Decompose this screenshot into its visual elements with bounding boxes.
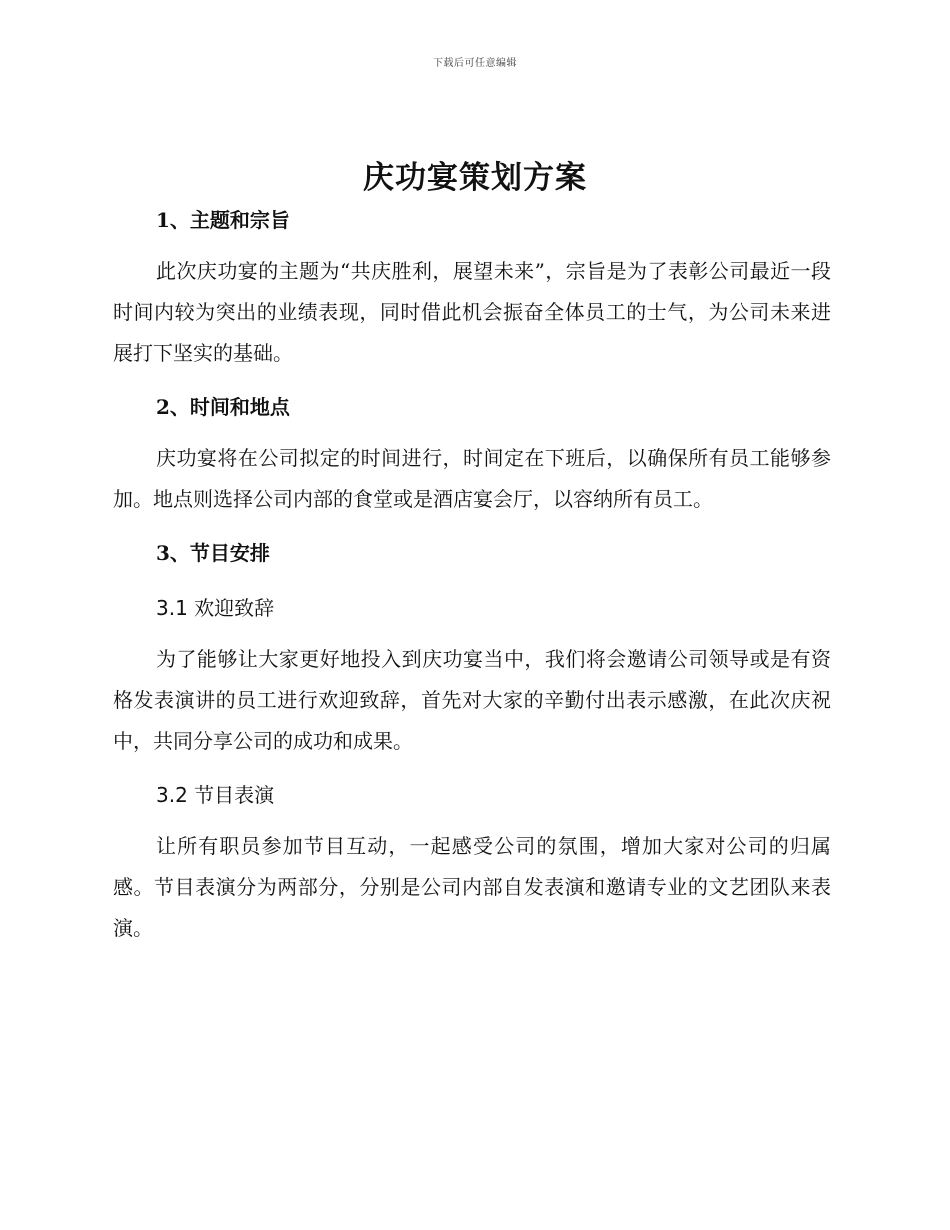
section-paragraph-theme: 此次庆功宴的主题为“共庆胜利，展望未来”，宗旨是为了表彰公司最近一段时间内较为突出的业绩表现，同时借此机会振奋全体员工的士气，为公司未来进展打下坚实的基础。 (113, 259, 831, 365)
section-heading-theme: 1、主题和宗旨 (156, 208, 290, 232)
header-note: 下载后可任意编辑 (433, 58, 517, 69)
section-heading-welcome: 3.1 欢迎致辞 (156, 596, 275, 620)
section-paragraph-performance: 让所有职员参加节目互动，一起感受公司的氛围，增加大家对公司的归属感。节目表演分为两部分，分别是公司内部自发表演和邀请专业的文艺团队来表演。 (113, 834, 831, 940)
section-paragraph-welcome: 为了能够让大家更好地投入到庆功宴当中，我们将会邀请公司领导或是有资格发表演讲的员工进行欢迎致辞，首先对大家的辛勤付出表示感激，在此次庆祝中，共同分享公司的成功和成果。 (113, 647, 831, 753)
section-heading-performance: 3.2 节目表演 (156, 783, 275, 807)
section-paragraph-time-place: 庆功宴将在公司拟定的时间进行，时间定在下班后，以确保所有员工能够参加。地点则选择公司内部的食堂或是酒店宴会厅，以容纳所有员工。 (113, 446, 831, 511)
document-title: 庆功宴策划方案 (363, 160, 587, 196)
section-heading-time-place: 2、时间和地点 (156, 395, 290, 419)
section-heading-program: 3、节目安排 (156, 541, 270, 565)
document-body (113, 206, 831, 949)
